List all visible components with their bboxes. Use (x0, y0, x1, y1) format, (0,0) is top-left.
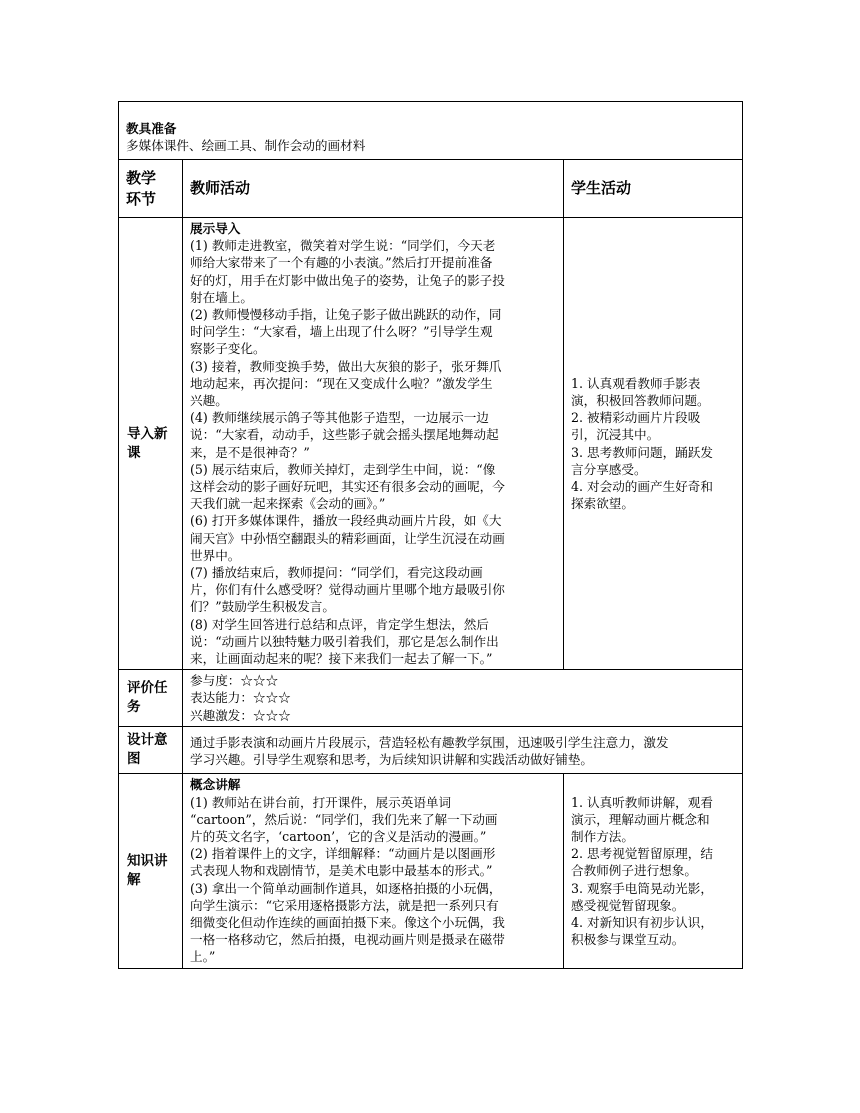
text-line: (1) 教师走进教室，微笑着对学生说：“同学们，今天老 (190, 238, 496, 254)
text-line: (5) 展示结束后，教师关掉灯，走到学生中间，说：“像 (190, 461, 496, 477)
intro-student-cell (564, 218, 743, 670)
design-label (119, 726, 183, 773)
text-line: 好的灯，用手在灯影中做出兔子的姿势，让兔子的影子投 (190, 272, 505, 288)
text-line: 一格一格移动它，然后拍摄，电视动画片则是摄录在磁带 (190, 932, 505, 948)
text-line: 细微变化但动作连续的画面拍摄下来。像这个小玩偶，我 (190, 914, 505, 930)
text-line: 世界中。 (190, 547, 241, 563)
text-line: 1. 认真听教师讲解，观看 (571, 794, 713, 810)
intro-teacher-text (190, 237, 557, 667)
text-line: 来，让画面动起来的呢？接下来我们一起去了解一下。” (190, 651, 493, 667)
text-line: 片，你们有什么感受呀？觉得动画片里哪个地方最吸引你 (190, 582, 505, 598)
eval-label (119, 670, 183, 727)
header-student: 学生活动 (564, 160, 743, 218)
text-line: 3. 观察手电筒晃动光影， (571, 880, 713, 896)
prep-cell (119, 102, 743, 160)
text-line: (8) 对学生回答进行总结和点评，肯定学生想法，然后 (190, 616, 489, 632)
text-line: 通过手影表演和动画片片段展示，营造轻松有趣教学氛围，迅速吸引学生注意力，激发 (190, 734, 669, 750)
knowledge-teacher-cell (183, 774, 564, 968)
text-line: 向学生演示：“它采用逐格摄影方法，就是把一系列只有 (190, 897, 499, 913)
intro-row (119, 218, 743, 670)
text-line: 师给大家带来了一个有趣的小表演。”然后打开提前准备 (190, 255, 493, 271)
design-label-line1: 设计意 (127, 732, 168, 749)
text-line: 感受视觉暂留现象。 (571, 897, 685, 913)
text-line: 们？”鼓励学生积极发言。 (190, 599, 335, 615)
text-line: (7) 播放结束后，教师提问：“同学们，看完这段动画 (190, 565, 483, 581)
text-line: 式表现人物和戏剧情节，是美术电影中最基本的形式。” (190, 863, 493, 879)
knowledge-label-line1: 知识讲 (127, 852, 168, 869)
text-line: 言分享感受。 (571, 461, 647, 477)
text-line: 2. 被精彩动画片片段吸 (571, 410, 701, 426)
intro-label (119, 218, 183, 670)
knowledge-student-cell (564, 774, 743, 968)
text-line: 4. 对新知识有初步认识， (571, 914, 713, 930)
design-label-line2: 图 (127, 751, 141, 768)
eval-text (190, 672, 736, 724)
text-line: 上。” (190, 949, 216, 965)
text-line: 兴趣激发：☆☆☆ (190, 707, 291, 723)
text-line: 1. 认真观看教师手影表 (571, 375, 701, 391)
lesson-plan-table (118, 101, 743, 969)
design-row (119, 726, 743, 773)
prep-row (119, 102, 743, 160)
text-line: 参与度：☆☆☆ (190, 673, 279, 689)
text-line: (4) 教师继续展示鸽子等其他影子造型，一边展示一边 (190, 410, 489, 426)
header-stage-line2: 环节 (126, 189, 157, 208)
knowledge-heading: 概念讲解 (190, 777, 241, 793)
text-line: 察影子变化。 (190, 341, 266, 357)
text-line: 说：“大家看，动动手，这些影子就会摇头摆尾地舞动起 (190, 427, 499, 443)
text-line: (3) 接着，教师变换手势，做出大灰狼的影子，张牙舞爪 (190, 358, 502, 374)
text-line: 引，沉浸其中。 (571, 427, 660, 443)
text-line: 4. 对会动的画产生好奇和 (571, 479, 713, 495)
text-line: 探索欲望。 (571, 496, 634, 512)
prep-title: 教具准备 (126, 121, 177, 136)
eval-row (119, 670, 743, 727)
text-line: 制作方法。 (571, 828, 634, 844)
header-row (119, 160, 743, 218)
prep-text: 多媒体课件、绘画工具、制作会动的画材料 (126, 138, 366, 154)
intro-label-line2: 课 (127, 444, 141, 461)
header-stage (119, 160, 183, 218)
text-line: (1) 教师站在讲台前，打开课件，展示英语单词 (190, 794, 452, 810)
text-line: (3) 拿出一个简单动画制作道具，如逐格拍摄的小玩偶， (190, 880, 502, 896)
text-line: 积极参与课堂互动。 (571, 932, 685, 948)
text-line: 演，积极回答教师问题。 (571, 393, 710, 409)
intro-teacher-cell (183, 218, 564, 670)
design-cell (183, 726, 743, 773)
knowledge-row (119, 774, 743, 968)
header-stage-line1: 教学 (126, 168, 157, 187)
eval-cell (183, 670, 743, 727)
text-line: 学习兴趣。引导学生观察和思考，为后续知识讲解和实践活动做好铺垫。 (190, 752, 593, 768)
text-line: (2) 指着课件上的文字，详细解释：“动画片是以图画形 (190, 846, 496, 862)
text-line: 这样会动的影子画好玩吧，其实还有很多会动的画呢，今 (190, 479, 505, 495)
text-line: 表达能力：☆☆☆ (190, 690, 291, 706)
text-line: 射在墙上。 (190, 289, 253, 305)
text-line: 2. 思考视觉暂留原理，结 (571, 846, 713, 862)
text-line: 合教师例子进行想象。 (571, 863, 697, 879)
text-line: (2) 教师慢慢移动手指，让兔子影子做出跳跃的动作，同 (190, 307, 502, 323)
text-line: 来，是不是很神奇？” (190, 444, 310, 460)
knowledge-student-text (571, 794, 736, 949)
eval-label-line1: 评价任 (127, 680, 168, 697)
header-teacher: 教师活动 (183, 160, 564, 218)
intro-heading: 展示导入 (190, 221, 241, 236)
text-line: “cartoon”，然后说：“同学们，我们先来了解一下动画 (190, 811, 498, 827)
eval-label-line2: 务 (127, 699, 141, 716)
text-line: (6) 打开多媒体课件，播放一段经典动画片片段，如《大 (190, 513, 502, 529)
knowledge-label (119, 774, 183, 968)
text-line: 演示，理解动画片概念和 (571, 811, 710, 827)
text-line: 3. 思考教师问题，踊跃发 (571, 444, 713, 460)
text-line: 片的英文名字，‘cartoon’，它的含义是活动的漫画。” (190, 828, 487, 844)
text-line: 闹天宫》中孙悟空翻跟头的精彩画面，让学生沉浸在动画 (190, 530, 505, 546)
intro-student-text (571, 375, 736, 513)
lesson-plan-page (118, 101, 742, 969)
intro-label-line1: 导入新 (127, 425, 168, 442)
design-text (190, 734, 736, 768)
knowledge-teacher-text (190, 794, 557, 966)
text-line: 说：“动画片以独特魅力吸引着我们，那它是怎么制作出 (190, 633, 499, 649)
text-line: 天我们就一起来探索《会动的画》。” (190, 496, 386, 512)
knowledge-label-line2: 解 (127, 871, 141, 888)
text-line: 兴趣。 (190, 393, 228, 409)
text-line: 地动起来，再次提问：“现在又变成什么啦？”激发学生 (190, 375, 493, 391)
text-line: 时问学生：“大家看，墙上出现了什么呀？”引导学生观 (190, 324, 493, 340)
